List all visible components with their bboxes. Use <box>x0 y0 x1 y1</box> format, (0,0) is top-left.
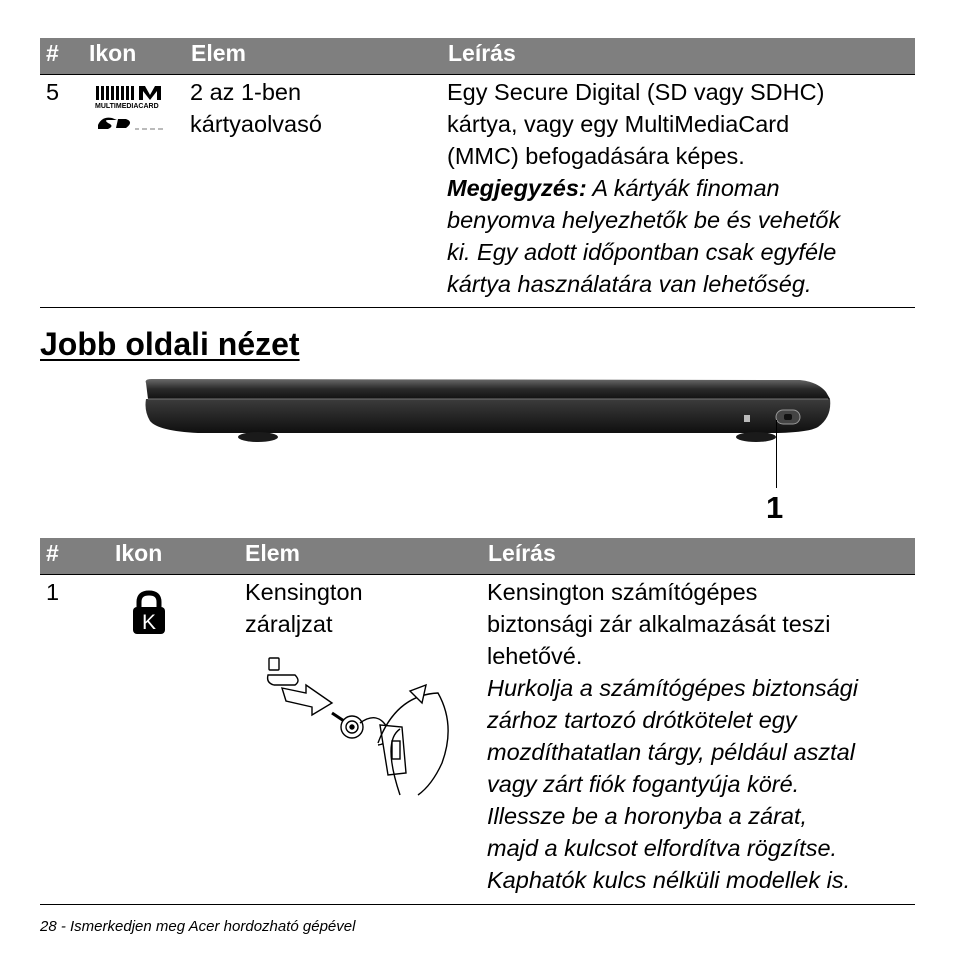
table1-header-icon: Ikon <box>89 40 137 66</box>
table1-header <box>40 38 915 75</box>
table1-note-line1 <box>447 172 840 204</box>
table1-desc-line1: Egy Secure Digital (SD vagy SDHC) <box>447 79 825 105</box>
table1-note-line2: benyomva helyezhetők be és vehetők <box>447 207 841 233</box>
section-title: Jobb oldali nézet <box>40 326 300 362</box>
table2-italic-line1: Hurkolja a számítógépes biztonsági <box>487 675 858 701</box>
table2-desc <box>487 576 858 896</box>
table1-elem <box>190 76 322 140</box>
table1-desc-line3: (MMC) befogadására képes. <box>447 143 745 169</box>
table2-header-elem: Elem <box>245 540 300 566</box>
kensington-letter: K <box>141 611 157 634</box>
callout-line <box>776 420 777 488</box>
table2-header-num: # <box>46 540 59 566</box>
table1-desc-line2: kártya, vagy egy MultiMediaCard <box>447 111 790 137</box>
table2-header-icon: Ikon <box>115 540 163 566</box>
table1-desc <box>447 76 840 300</box>
table1-header-num: # <box>46 40 59 66</box>
table2-desc-line2: biztonsági zár alkalmazását teszi <box>487 611 831 637</box>
table2-italic-line2: zárhoz tartozó drótkötelet egy <box>487 707 797 733</box>
table1-note-label: Megjegyzés: <box>447 175 587 201</box>
table2-italic-line4: vagy zárt fiók fogantyúja köré. <box>487 771 800 797</box>
kensington-lock-icon <box>131 590 167 636</box>
table2-elem-line1: Kensington <box>245 579 363 605</box>
table2-row-num: 1 <box>46 579 60 605</box>
table2-italic-line7: Kaphatók kulcs nélküli modellek is. <box>487 867 851 893</box>
table2-desc-line1: Kensington számítógépes <box>487 579 758 605</box>
table2-elem-line2: záraljzat <box>245 611 333 637</box>
table1-header-desc: Leírás <box>448 40 516 66</box>
kensington-lock-illustration <box>260 655 460 805</box>
table1-row-num: 5 <box>46 79 60 105</box>
table2-header-desc: Leírás <box>488 540 556 566</box>
table2-italic-line5: Illessze be a horonyba a zárat, <box>487 803 808 829</box>
table1-note-line4: kártya használatára van lehetőség. <box>447 271 812 297</box>
table1-bottom-rule <box>40 307 915 308</box>
table2-italic-line3: mozdíthatatlan tárgy, például asztal <box>487 739 855 765</box>
mmc-icon-text: MULTIMEDIACARD <box>95 103 159 110</box>
table1-note-line3: ki. Egy adott időpontban csak egyféle <box>447 239 837 265</box>
page-footer: 28 - Ismerkedjen meg Acer hordozható gépével <box>40 918 356 935</box>
table2-elem <box>245 576 363 640</box>
table1-elem-line1: 2 az 1-ben <box>190 79 302 105</box>
table2-italic-line6: majd a kulcsot elfordítva rögzítse. <box>487 835 838 861</box>
table2-desc-line3: lehetővé. <box>487 643 583 669</box>
callout-number: 1 <box>766 490 784 525</box>
table2-bottom-rule <box>40 904 915 905</box>
table2-header <box>40 538 915 575</box>
table1-elem-line2: kártyaolvasó <box>190 111 322 137</box>
table1-header-elem: Elem <box>191 40 246 66</box>
mmc-sd-card-icon <box>95 85 169 131</box>
laptop-right-side-image <box>138 375 838 465</box>
table1-note-first: A kártyák finoman <box>586 175 780 201</box>
